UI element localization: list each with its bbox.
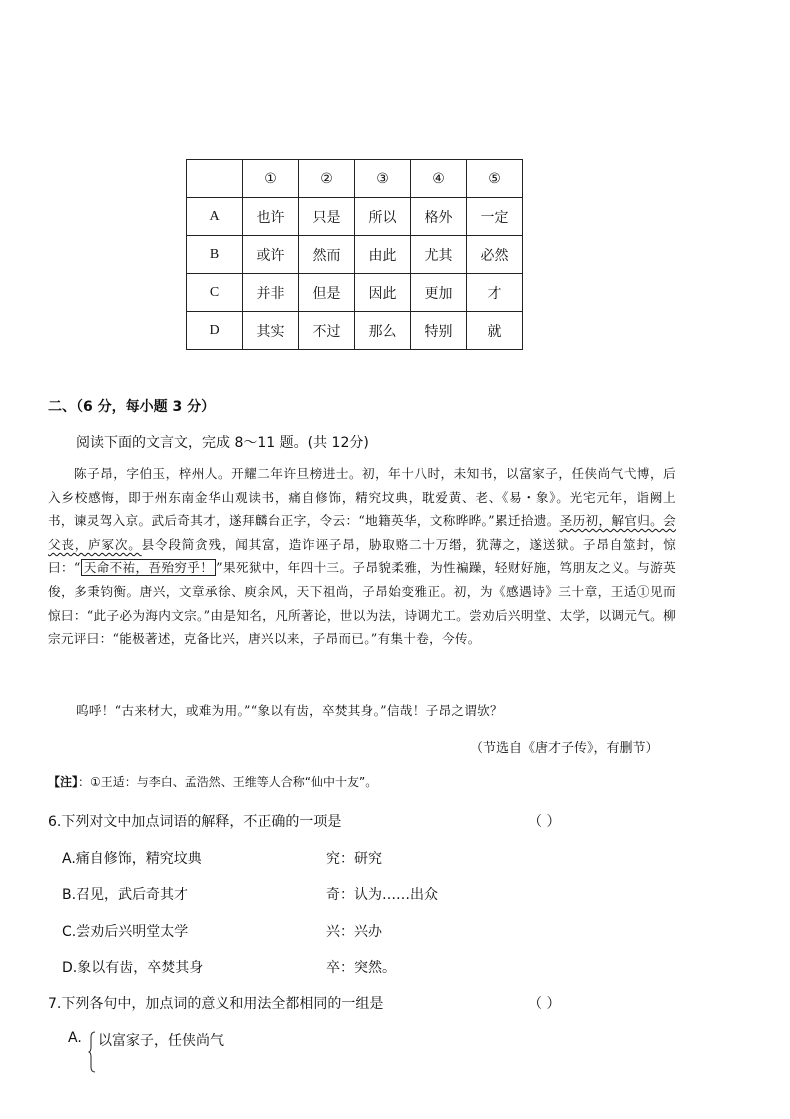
question-6-option-c-gloss: 兴：兴办 [326,924,382,940]
passage-closing-paragraph: 呜呼！“古来材大，或难为用。”“象以有齿，卒焚其身。”信哉！子昂之谓欤？ [76,703,503,718]
question-7-option-a-label: A. [68,1030,82,1046]
table-cell: 不过 [299,312,355,350]
passage-text: 陈子昂，字伯玉，梓州人。开耀二年许旦榜进士。初，年十八时，未知书，以富家子，任侠尚气弋博，后入乡校感悔，即于州东南金华山观读书，痛自修饰，精究坟典，耽爱黄、老、《易・象》。光宅元年，诣阙上书，谏灵驾入京。武后奇其才，遂拜麟台正字，令云：“地籍英华，文称晔晔。”累迁拾遗。 [48,466,676,529]
question-6-answer-blank: （ ） [528,814,561,830]
question-7-option-a-line1: 以富家子，任侠尚气 [98,1033,224,1049]
table-row-label: C [187,274,243,312]
footnote [48,773,377,790]
left-brace-icon [88,1031,96,1073]
table-cell: 更加 [411,274,467,312]
question-6-option-d: D.象以有齿，卒焚其身 [62,960,204,976]
table-cell: 特别 [411,312,467,350]
table-cell: 必然 [467,236,523,274]
passage-boxed-sentence: 天命不祐，吾殆穷乎！ [81,559,217,576]
table-cell: 也许 [243,198,299,236]
question-6-option-d-gloss: 卒：突然。 [326,960,396,976]
table-header-row [187,160,523,198]
passage-wavy-underlined-sentence: 圣历初，解官归。会父丧，庐冢次。 [48,513,676,552]
table-cell: 尤其 [411,236,467,274]
table-cell: 或许 [243,236,299,274]
question-6-stem: 6.下列对文中加点词语的解释，不正确的一项是 [48,814,342,830]
table-header-cell: ④ [411,160,467,198]
question-6-option-a: A.痛自修饰，精究坟典 [62,851,202,867]
table-header-cell: ② [299,160,355,198]
options-table [186,159,523,350]
table-row-label: A [187,198,243,236]
table-header-cell: ⑤ [467,160,523,198]
table-cell: 并非 [243,274,299,312]
table-header-cell: ③ [355,160,411,198]
table-cell [187,160,243,198]
section-intro: 阅读下面的文言文，完成 8～11 题。(共 12分) [76,435,369,451]
question-7-answer-blank: （ ） [528,996,561,1012]
passage-text: 县令段简贪残，闻其富，造诈诬子昂，胁取赂二十万缗，犹薄之，遂送狱。子昂自筮封，惊曰：“ [48,536,676,576]
table-cell: 因此 [355,274,411,312]
table-row [187,236,523,274]
table-cell: 就 [467,312,523,350]
classical-passage [48,462,676,651]
table-row-label: B [187,236,243,274]
table-cell: 只是 [299,198,355,236]
passage-text: ”果死狱中，年四十三。子昂貌柔雅，为性褊躁，轻财好施，笃朋友之义。与游英俊，多秉钧衡。唐兴，文章承徐、庾余风，天下祖尚，子昂始变雅正。初，为《感遇诗》三十章，王适①见而惊曰：“此子必为海内文宗。”由是知名，凡所著论，世以为法，诗调尤工。尝劝后兴明堂、太学，以调元气。柳宗元评曰：“能极著述，克备比兴，唐兴以来，子昂而已。”有集十卷，今传。 [48,560,676,647]
table-row [187,274,523,312]
table-cell: 格外 [411,198,467,236]
passage-source: （节选自《唐才子传》，有删节） [470,741,659,756]
question-6-option-b-gloss: 奇：认为……出众 [326,887,438,903]
table-cell: 才 [467,274,523,312]
question-7-stem: 7.下列各句中，加点词的意义和用法全都相同的一组是 [48,996,384,1012]
table-cell: 所以 [355,198,411,236]
table-header-cell: ① [243,160,299,198]
table-cell: 那么 [355,312,411,350]
question-6-option-a-gloss: 究：研究 [326,851,382,867]
table-cell: 其实 [243,312,299,350]
footnote-label: 【注】 [48,775,79,789]
question-6-option-b: B.召见，武后奇其才 [62,887,189,903]
table-cell: 但是 [299,274,355,312]
table-row [187,198,523,236]
table-cell: 一定 [467,198,523,236]
table-cell: 然而 [299,236,355,274]
footnote-text: ：①王适：与李白、孟浩然、王维等人合称“仙中十友”。 [78,775,378,789]
table-cell: 由此 [355,236,411,274]
table-row-label: D [187,312,243,350]
question-6-option-c: C.尝劝后兴明堂太学 [62,924,189,940]
table-row [187,312,523,350]
section-title: 二、（6 分，每小题 3 分） [48,399,216,415]
